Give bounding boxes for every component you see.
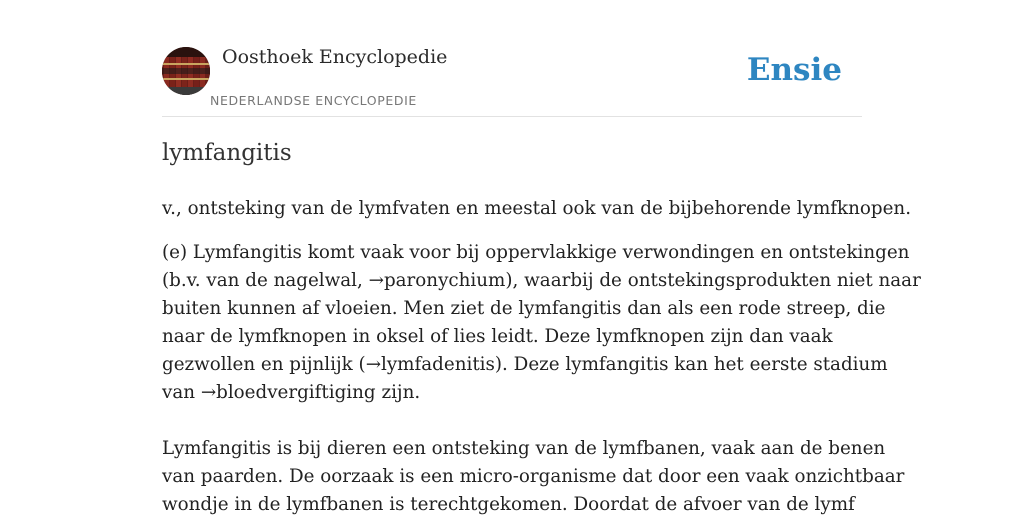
entry-definition: v., ontsteking van de lymfvaten en meestal ook van de bijbehorende lymfknopen. [162, 198, 912, 219]
brand-logo[interactable]: Ensie [746, 52, 842, 88]
text-fragment: ). Deze lymfangitis kan het eerste stadium [494, 354, 888, 375]
entry-body [162, 239, 921, 519]
text-fragment: gezwollen en pijnlijk ( [162, 354, 366, 375]
text-line [162, 379, 867, 407]
site-subtitle: NEDERLANDSE ENCYCLOPEDIE [210, 93, 417, 108]
text-line [162, 267, 921, 295]
page-title: lymfangitis [162, 140, 292, 166]
avatar[interactable] [162, 47, 210, 95]
text-line: naar de lymfknopen in oksel of lies leidt. Deze lymfknopen zijn dan vaak [162, 326, 833, 347]
text-line: (e) Lymfangitis komt vaak voor bij oppervlakkige verwondingen en ontstekingen [162, 242, 910, 263]
text-line: wondje in de lymfbanen is terechtgekomen. Doordat de afvoer van de lymf [162, 494, 855, 515]
entry-paragraph [162, 435, 905, 519]
text-line: buiten kunnen af vloeien. Men ziet de lymfangitis dan als een rode streep, die [162, 298, 886, 319]
text-fragment: zijn. [375, 382, 421, 403]
text-line: Lymfangitis is bij dieren een ontsteking van de lymfbanen, vaak aan de benen [162, 438, 886, 459]
site-header [162, 0, 862, 117]
page-container [162, 0, 921, 515]
link-paronychium[interactable]: →paronychium [368, 270, 506, 291]
text-fragment: (b.v. van de nagelwal, [162, 270, 369, 291]
link-lymfadenitis[interactable]: →lymfadenitis [365, 354, 495, 375]
text-fragment: ), waarbij de ontstekingsprodukten niet naar [505, 270, 921, 291]
link-bloedvergiftiging[interactable]: →bloedvergiftiging [200, 382, 376, 403]
text-line: van paarden. De oorzaak is een micro-organisme dat door een vaak onzichtbaar [162, 466, 905, 487]
text-fragment: van [162, 382, 201, 403]
entry-paragraph [162, 239, 921, 407]
site-title[interactable]: Oosthoek Encyclopedie [222, 46, 448, 68]
encyclopedia-books-icon [162, 47, 210, 95]
text-line [162, 351, 888, 379]
